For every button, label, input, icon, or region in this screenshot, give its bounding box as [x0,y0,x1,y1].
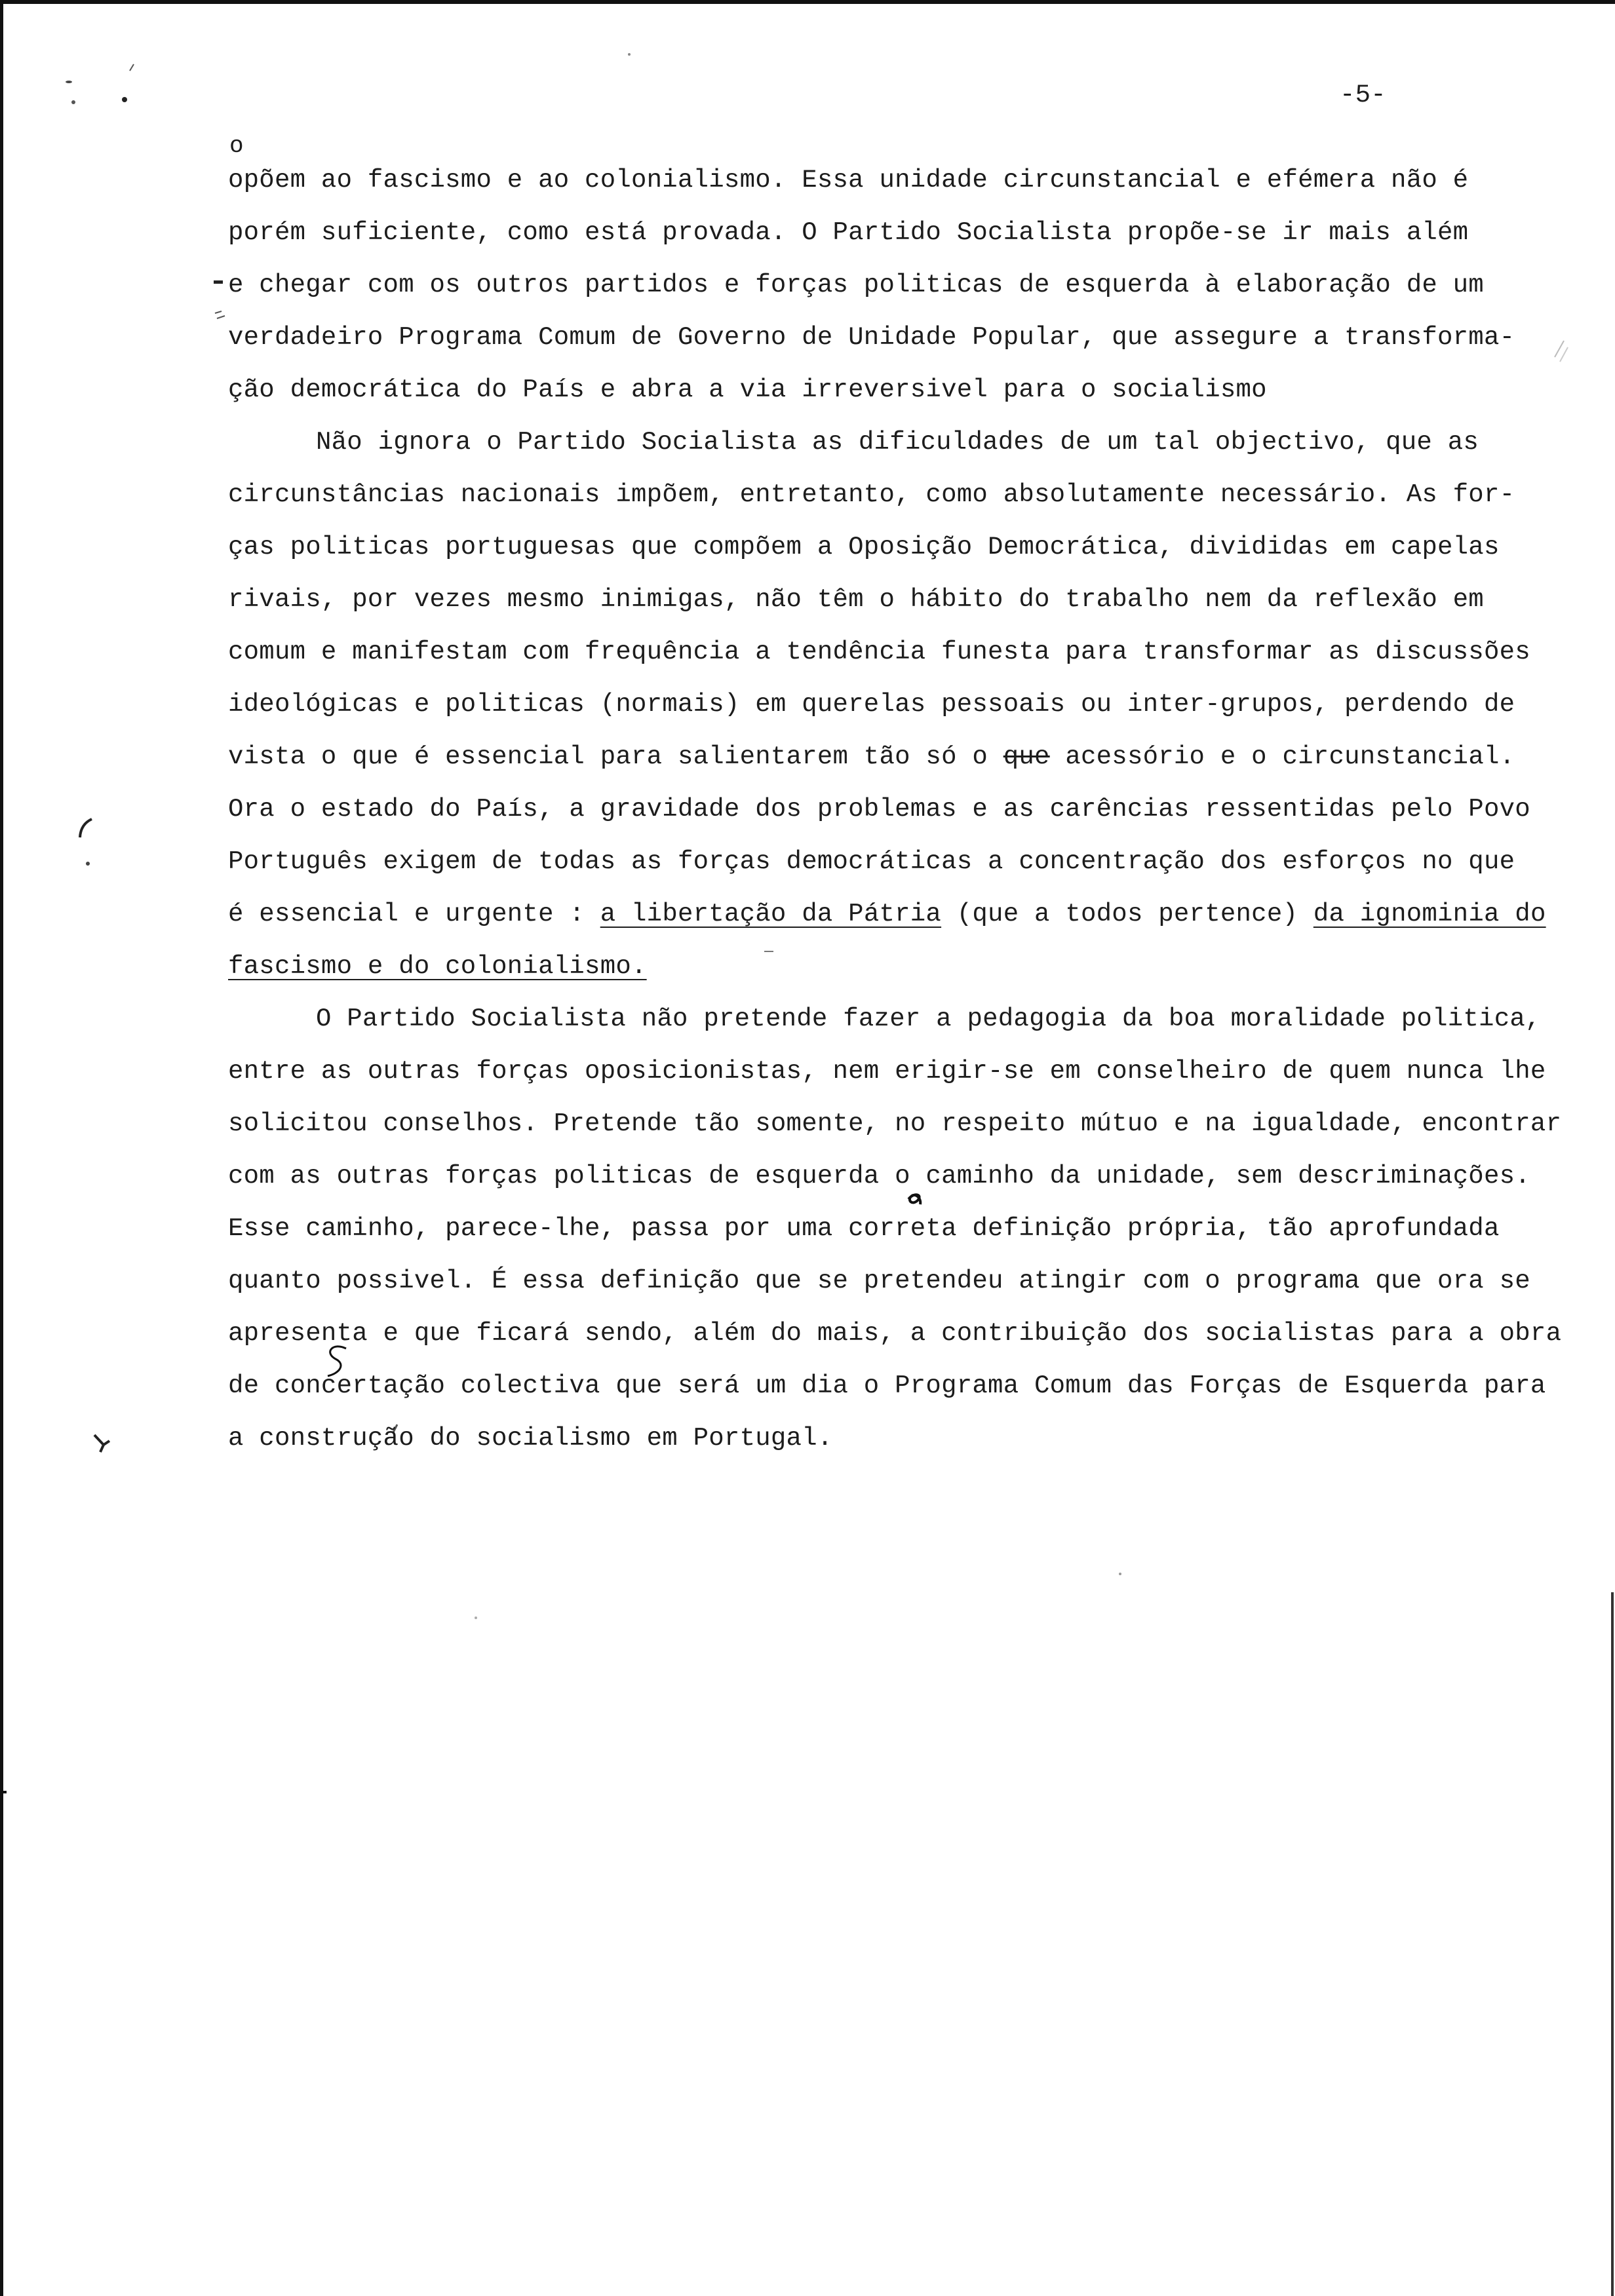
text-line: a construção do socialismo em Portugal. [228,1424,833,1453]
text-line: ção democrática do País e abra a via irreversivel para o socialismo [228,375,1267,404]
typed-blot [214,280,223,284]
text-segment: é essencial e urgente : [228,900,600,928]
text-line: rivais, por vezes mesmo inimigas, não têm o hábito do trabalho nem da reflexão em [228,585,1484,614]
paragraph-3 [228,993,1598,1464]
scan-speck [475,1617,477,1619]
margin-mark [80,819,92,837]
text-line: ças politicas portuguesas que compõem a Oposição Democrática, divididas em capelas [228,533,1500,562]
margin-mark [94,1435,109,1452]
text-segment: vista o que é essencial para salientarem tão só o [228,742,1003,771]
text-line [228,888,1598,940]
text-line: porém suficiente, como está provada. O Partido Socialista propõe-se ir mais além [228,218,1469,247]
text-segment: acessório e o circunstancial. [1049,742,1515,771]
text-line: com as outras forças politicas de esquerda o caminho da unidade, sem descriminações. [228,1162,1530,1191]
typed-insertion-mark: o [229,132,244,159]
paragraph-1 [228,154,1598,416]
text-line: quanto possivel. É essa definição que se pretendeu atingir com o programa que ora se [228,1267,1530,1295]
scan-speck [66,81,72,83]
scan-border-top [0,0,1615,4]
document-body [228,154,1598,1464]
scan-speck [130,64,134,71]
text-line: O Partido Socialista não pretende fazer a pedagogia da boa moralidade politica, [316,1004,1541,1033]
page-number: -5- [1340,81,1386,109]
text-line: Ora o estado do País, a gravidade dos problemas e as carências ressentidas pelo Povo [228,795,1530,824]
scan-speck [628,53,631,56]
text-line: circunstâncias nacionais impõem, entretanto, como absolutamente necessário. As for- [228,480,1515,509]
text-line: Português exigem de todas as forças democráticas a concentração dos esforços no que [228,847,1515,876]
text-line: ideológicas e politicas (normais) em querelas pessoais ou inter-grupos, perdendo de [228,690,1515,719]
text-line: opõem ao fascismo e ao colonialismo. Essa unidade circunstancial e efémera não é [228,166,1469,195]
scan-speck [122,97,127,102]
scan-speck [86,862,90,866]
struck-out-text: que [1003,742,1050,771]
text-line: apresenta e que ficará sendo, além do mais, a contribuição dos socialistas para a obra [228,1319,1562,1348]
underlined-text: fascismo e do colonialismo. [228,952,647,981]
underlined-text: a libertação da Pátria [600,900,942,928]
scan-border-right [1611,1592,1614,2296]
text-line: e chegar com os outros partidos e forças politicas de esquerda à elaboração de um [228,271,1484,299]
scan-speck [215,311,225,318]
underlined-text: da ignominia do [1313,900,1546,928]
text-line: solicitou conselhos. Pretende tão somente, no respeito mútuo e na igualdade, encontrar [228,1109,1562,1138]
text-line: entre as outras forças oposicionistas, nem erigir-se em conselheiro de quem nunca lhe [228,1057,1546,1086]
text-line: verdadeiro Programa Comum de Governo de Unidade Popular, que assegure a transforma- [228,323,1515,352]
text-line: comum e manifestam com frequência a tendência funesta para transformar as discussões [228,638,1530,666]
text-line [228,940,1598,993]
text-line: Esse caminho, parece-lhe, passa por uma correta definição própria, tão aprofundada [228,1214,1500,1243]
text-line: Não ignora o Partido Socialista as dificuldades de um tal objectivo, que as [316,428,1479,457]
paragraph-2 [228,416,1598,993]
text-line [228,731,1598,783]
scan-border-left [0,0,3,2296]
text-line: de concertação colectiva que será um dia o Programa Comum das Forças de Esquerda para [228,1371,1546,1400]
scan-tick-left [0,1791,7,1793]
text-segment: (que a todos pertence) [941,900,1313,928]
scan-speck [71,100,75,104]
scan-speck [1119,1573,1121,1575]
